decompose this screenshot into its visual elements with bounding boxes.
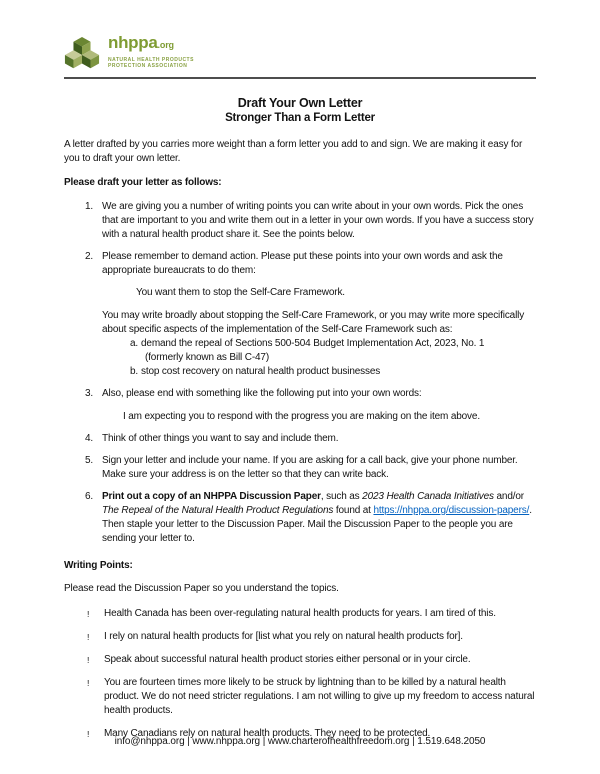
writing-points-heading: Writing Points: <box>64 560 133 571</box>
step-2-sublist <box>130 337 536 379</box>
footer-contact-line: info@nhppa.org | www.nhppa.org | www.charterofhealthfreedom.org | 1.519.648.2050 <box>114 736 486 747</box>
page-title: Draft Your Own Letter <box>237 96 363 110</box>
step-6-mid1: , such as <box>320 491 363 502</box>
follows-heading: Please draft your letter as follows: <box>64 177 222 188</box>
writing-point-2-text: I rely on natural health products for [list what you rely on natural health products for]. <box>104 631 463 642</box>
title-block <box>64 95 536 126</box>
step-1 <box>64 200 536 242</box>
step-2-number: 2. <box>85 251 94 262</box>
writing-point-4 <box>64 676 536 718</box>
writing-points-intro: Please read the Discussion Paper so you understand the topics. <box>64 583 339 594</box>
sublist-item-b-label: b. <box>130 366 139 377</box>
step-1-text: We are giving you a number of writing points you can write about in your own words. Pick the ones that are important to you and write them out in a letter in your own words. If you have a success story with a natural health product share it. See the points below. <box>102 201 534 240</box>
discussion-papers-link[interactable]: https://nhppa.org/discussion-papers/ <box>373 505 530 516</box>
page-subtitle: Stronger Than a Form Letter <box>225 112 375 124</box>
step-6-lead-bold: Print out a copy of an NHPPA Discussion Paper <box>102 491 321 502</box>
step-1-number: 1. <box>85 201 94 212</box>
step-3 <box>64 387 536 424</box>
step-3-text: Also, please end with something like the following put into your own words: <box>102 388 422 399</box>
sublist-item-a-line1: demand the repeal of Sections 500-504 Budget Implementation Act, 2023, No. 1 <box>141 338 485 349</box>
sublist-item-a <box>130 337 536 365</box>
sublist-item-a-line2: (formerly known as Bill C-47) <box>145 352 270 363</box>
writing-point-4-text: You are fourteen times more likely to be struck by lightning than to be killed by a natural health product. We do not need stricter regulations. I am not willing to give up my freedom to access natural health products. <box>104 677 535 716</box>
bullet-marker-icon: ! <box>87 632 90 642</box>
step-2 <box>64 250 536 379</box>
step-4 <box>64 432 536 446</box>
step-3-number: 3. <box>85 388 94 399</box>
sublist-item-b <box>130 365 536 379</box>
step-4-text: Think of other things you want to say and include them. <box>102 433 339 444</box>
bullet-marker-icon: ! <box>87 609 90 619</box>
brand-tagline <box>108 57 194 69</box>
step-6-number: 6. <box>85 491 94 502</box>
step-6-mid3: found at <box>333 505 374 516</box>
cubes-logo-icon <box>64 35 100 75</box>
brand-tagline-line1: NATURAL HEALTH PRODUCTS <box>108 57 194 63</box>
writing-point-1 <box>64 607 536 621</box>
bullet-marker-icon: ! <box>87 655 90 665</box>
header-divider <box>64 77 536 79</box>
brand-suffix: .org <box>157 40 174 50</box>
step-2-callout: You want them to stop the Self-Care Framework. <box>136 287 345 298</box>
step-6-text <box>102 490 536 546</box>
writing-point-3-text: Speak about successful natural health product stories either personal or in your circle. <box>104 654 471 665</box>
sublist-item-b-line1: stop cost recovery on natural health product businesses <box>141 366 381 377</box>
step-3-callout: I am expecting you to respond with the progress you are making on the item above. <box>123 411 480 422</box>
step-2-text: Please remember to demand action. Please put these points into your own words and ask the appropriate bureaucrats to do them: <box>102 251 503 276</box>
step-5-number: 5. <box>85 455 94 466</box>
bullet-marker-icon: ! <box>87 678 90 688</box>
brand-name: nhppa <box>108 33 158 52</box>
step-5-text: Sign your letter and include your name. If you are asking for a call back, give your phone number. Make sure your address is on the letter so that they can write back. <box>102 455 518 480</box>
intro-paragraph: A letter drafted by you carries more weight than a form letter you add to and sign. We are making it easy for you to draft your own letter. <box>64 139 523 164</box>
writing-point-1-text: Health Canada has been over-regulating natural health products for years. I am tired of this. <box>104 608 496 619</box>
writing-point-2 <box>64 630 536 644</box>
step-6-paper-title-2: The Repeal of the Natural Health Product Regulations <box>102 505 334 516</box>
step-6-tail: . Then staple your letter to the Discussion Paper. Mail the Discussion Paper to the people you are sending your letter to. <box>102 505 532 544</box>
writing-point-3 <box>64 653 536 667</box>
step-6 <box>64 490 536 546</box>
step-6-paper-title-1: 2023 Health Canada Initiatives <box>362 491 494 502</box>
brand-tagline-line2: PROTECTION ASSOCIATION <box>108 63 188 69</box>
nhppa-logo <box>64 34 536 76</box>
sublist-item-a-label: a. <box>130 338 139 349</box>
writing-point-5-text: Many Canadians rely on natural health products. They need to be protected. <box>104 728 431 739</box>
step-2-continuation: You may write broadly about stopping the Self-Care Framework, or you may write more specifically about specific aspects of the implementation of the Self-Care Framework such as: <box>102 310 525 335</box>
step-4-number: 4. <box>85 433 94 444</box>
step-6-mid2: and/or <box>493 491 524 502</box>
step-5 <box>64 454 536 482</box>
bullet-marker-icon: ! <box>87 729 90 739</box>
